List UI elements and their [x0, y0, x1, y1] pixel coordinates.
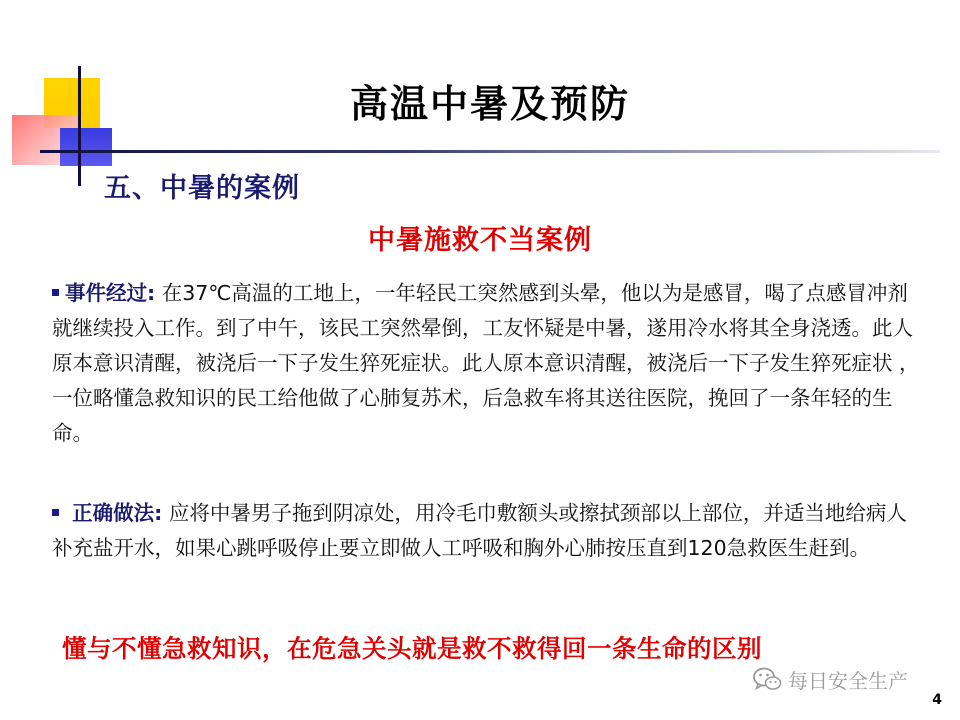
- incident-label: 事件经过:: [65, 281, 156, 305]
- correct-method-label: 正确做法:: [65, 501, 163, 525]
- page-title: 高温中暑及预防: [349, 82, 630, 126]
- case-title: 中暑施救不当案例: [368, 225, 592, 256]
- incident-paragraph: [52, 276, 920, 451]
- watermark: [752, 664, 908, 694]
- correct-method-paragraph: [52, 496, 920, 566]
- conclusion-text: 懂与不懂急救知识，在危急关头就是救不救得回一条生命的区别: [62, 634, 762, 663]
- square-bullet-icon: [52, 509, 59, 516]
- incident-text: 在37℃高温的工地上，一年轻民工突然感到头晕，他以为是感冒，喝了点感冒冲剂就继续投入工作。到了中午，该民工突然晕倒，工友怀疑是中暑，遂用冷水将其全身浇透。此人原本意识清醒，被浇后一下子发生猝死症状。此人原本意识清醒，被浇后一下子发生猝死症状 ，一位略懂急救知识的民工给他做了心肺复苏术，后急救车将其送往医院，挽回了一条年轻的生命。: [52, 281, 920, 445]
- title-underline: [40, 150, 940, 153]
- section-heading: 五、中暑的案例: [104, 173, 300, 204]
- square-bullet-icon: [52, 289, 59, 296]
- decor-blue-block: [60, 128, 112, 166]
- decor-vertical-line: [78, 66, 81, 186]
- page-number: 4: [932, 692, 942, 708]
- correct-method-text: 应将中暑男子拖到阴凉处，用冷毛巾敷额头或擦拭颈部以上部位，并适当地给病人补充盐开水，如果心跳呼吸停止要立即做人工呼吸和胸外心肺按压直到120急救医生赶到。: [52, 501, 907, 560]
- watermark-text: 每日安全生产: [788, 668, 908, 693]
- wechat-logo-icon: [752, 666, 782, 692]
